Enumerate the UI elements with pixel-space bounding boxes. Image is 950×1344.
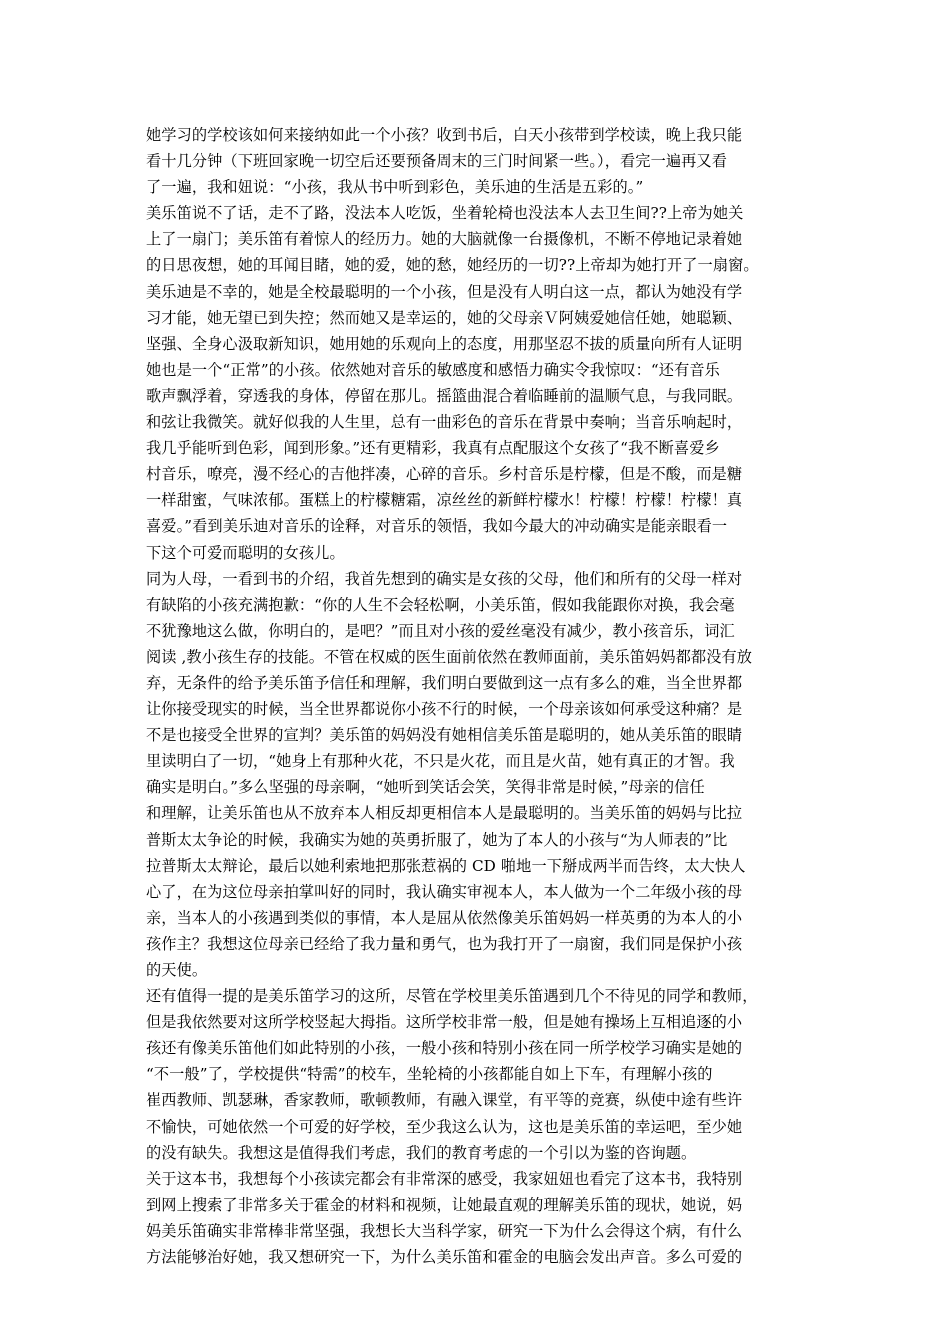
text-line <box>146 1270 836 1296</box>
text-line: 弃，无条件的给予美乐笛予信任和理解，我们明白要做到这一点有多么的难，当全世界都 <box>146 673 743 692</box>
text-line: 上了一扇门；美乐笛有着惊人的经历力。她的大脑就像一台摄像机，不断不停地记录着她 <box>146 230 743 249</box>
text-line: 关于这本书，我想每个小孩读完都会有非常深的感受，我家妞妞也看完了这本书，我特别 <box>146 1169 743 1188</box>
text-line: 到网上搜索了非常多关于霍金的材料和视频，让她最直观的理解美乐笛的现状，她说，妈 <box>146 1195 743 1214</box>
text-line: 还有值得一提的是美乐笛学习的这所，尽管在学校里美乐笛遇到几个不待见的同学和教师， <box>146 987 758 1006</box>
text-line: 不是也接受全世界的宣判？美乐笛的妈妈没有她相信美乐笛是聪明的，她从美乐笛的眼睛 <box>146 726 743 745</box>
text-line: 美乐笛说不了话，走不了路，没法本人吃饭，坐着轮椅也没法本人去卫生间??上帝为她关 <box>146 204 744 223</box>
text-line: 心了，在为这位母亲拍掌叫好的同时，我认确实审视本人，本人做为一个二年级小孩的母 <box>146 882 743 901</box>
text-line: 孩作主？我想这位母亲已经给了我力量和勇气，也为我打开了一扇窗，我们同是保护小孩 <box>146 934 743 953</box>
text-line: 妈美乐笛确实非常棒非常坚强，我想长大当科学家，研究一下为什么会得这个病，有什么 <box>146 1221 743 1240</box>
text-line: 同为人母，一看到书的介绍，我首先想到的确实是女孩的父母，他们和所有的父母一样对 <box>146 569 743 588</box>
text-line: 但是我依然要对这所学校竖起大拇指。这所学校非常一般，但是她有操场上互相追逐的小 <box>146 1013 743 1032</box>
text-line: 的日思夜想，她的耳闻目睹，她的爱，她的愁，她经历的一切??上帝却为她打开了一扇窗。 <box>146 256 759 275</box>
text-line: 确实是明白。”多么坚强的母亲啊，“她听到笑话会笑，笑得非常是时候，”母亲的信任 <box>146 778 705 797</box>
body-text <box>146 122 836 1296</box>
text-line: 里读明白了一切，“她身上有那种火花，不只是火花，而且是火苗，她有真正的才智。我 <box>146 752 735 771</box>
text-line: 的天使。 <box>146 961 208 979</box>
text-line: 她也是一个“正常”的小孩。依然她对音乐的敏感度和感悟力确实令我惊叹：“还有音乐 <box>146 360 720 379</box>
text-line: 坚强、全身心汲取新知识，她用她的乐观向上的态度，用那坚忍不拔的质量向所有人证明 <box>146 334 743 353</box>
text-line: 不犹豫地这么做，你明白的，是吧？”而且对小孩的爱丝毫没有减少，教小孩音乐，词汇 <box>146 621 735 640</box>
text-line: 她学习的学校该如何来接纳如此一个小孩？收到书后，白天小孩带到学校读，晚上我只能 <box>146 126 743 144</box>
text-line: 不愉快，可她依然一个可爱的好学校，至少我这么认为，这也是美乐笛的幸运吧，至少她 <box>146 1117 743 1136</box>
text-line: 下这个可爱而聪明的女孩儿。 <box>146 543 345 562</box>
text-line: 和弦让我微笑。就好似我的人生里，总有一曲彩色的音乐在背景中奏响；当音乐响起时， <box>146 413 743 432</box>
text-line: 亲，当本人的小孩遇到类似的事情，本人是屈从依然像美乐笛妈妈一样英勇的为本人的小 <box>146 908 743 927</box>
text-line: 和理解，让美乐笛也从不放弃本人相反却更相信本人是最聪明的。当美乐笛的妈妈与比拉 <box>146 804 743 823</box>
text-line: 歌声飘浮着，穿透我的身体，停留在那儿。摇篮曲混合着临睡前的温顺气息，与我同眠。 <box>146 386 743 405</box>
text-line: 了一遍，我和妞说：“小孩，我从书中听到彩色，美乐迪的生活是五彩的。” <box>146 178 644 197</box>
text-line: 一样甜蜜，气味浓郁。蛋糕上的柠檬糖霜，凉丝丝的新鲜柠檬水！柠檬！柠檬！柠檬！真 <box>146 491 743 510</box>
text-line: 让你接受现实的时候，当全世界都说你小孩不行的时候，一个母亲该如何承受这种痛？是 <box>146 700 743 719</box>
text-line: 阅读 ,教小孩生存的技能。不管在权威的医生面前依然在教师面前，美乐笛妈妈都都没有放 <box>146 647 753 666</box>
text-line: 崔西教师、凯瑟琳，香家教师，歌顿教师，有融入课堂，有平等的竞赛，纵使中途有些许 <box>146 1091 743 1110</box>
text-line: 孩还有像美乐笛他们如此特别的小孩，一般小孩和特别小孩在同一所学校学习确实是她的 <box>146 1039 743 1058</box>
text-line: 普斯太太争论的时候，我确实为她的英勇折服了，她为了本人的小孩与“为人师表的”比 <box>146 830 728 849</box>
text-line: 有缺陷的小孩充满抱歉：“你的人生不会轻松啊，小美乐笛，假如我能跟你对换，我会毫 <box>146 595 735 614</box>
text-line: 喜爱。”看到美乐迪对音乐的诠释，对音乐的领悟，我如今最大的冲动确实是能亲眼看一 <box>146 517 728 536</box>
text-line: 方法能够治好她，我又想研究一下，为什么美乐笛和霍金的电脑会发出声音。多么可爱的 <box>146 1248 743 1267</box>
text-line: “不一般”了，学校提供“特需”的校车，坐轮椅的小孩都能自如上下车，有理解小孩的 <box>146 1065 713 1084</box>
text-line: 我几乎能听到色彩，闻到形象。”还有更精彩，我真有点配服这个女孩了“我不断喜爱乡 <box>146 439 720 458</box>
text-line: 看十几分钟（下班回家晚一切空后还要预备周末的三门时间紧一些。），看完一遍再又看 <box>146 152 728 171</box>
text-line: 的没有缺失。我想这是值得我们考虑，我们的教育考虑的一个引以为鉴的咨询题。 <box>146 1143 697 1162</box>
text-line: 村音乐，嘹亮，漫不经心的吉他拌凑，心碎的音乐。乡村音乐是柠檬，但是不酸，而是糖 <box>146 465 743 484</box>
text-line: 美乐迪是不幸的，她是全校最聪明的一个小孩，但是没有人明白这一点，都认为她没有学 <box>146 282 743 301</box>
text-line: 习才能，她无望已到失控；然而她又是幸运的，她的父母亲Ｖ阿姨爱她信任她，她聪颖、 <box>146 308 743 327</box>
text-line: 拉普斯太太辩论，最后以她利索地把那张惹祸的 CD 啪地一下掰成两半而告终，太大快人 <box>146 856 746 875</box>
